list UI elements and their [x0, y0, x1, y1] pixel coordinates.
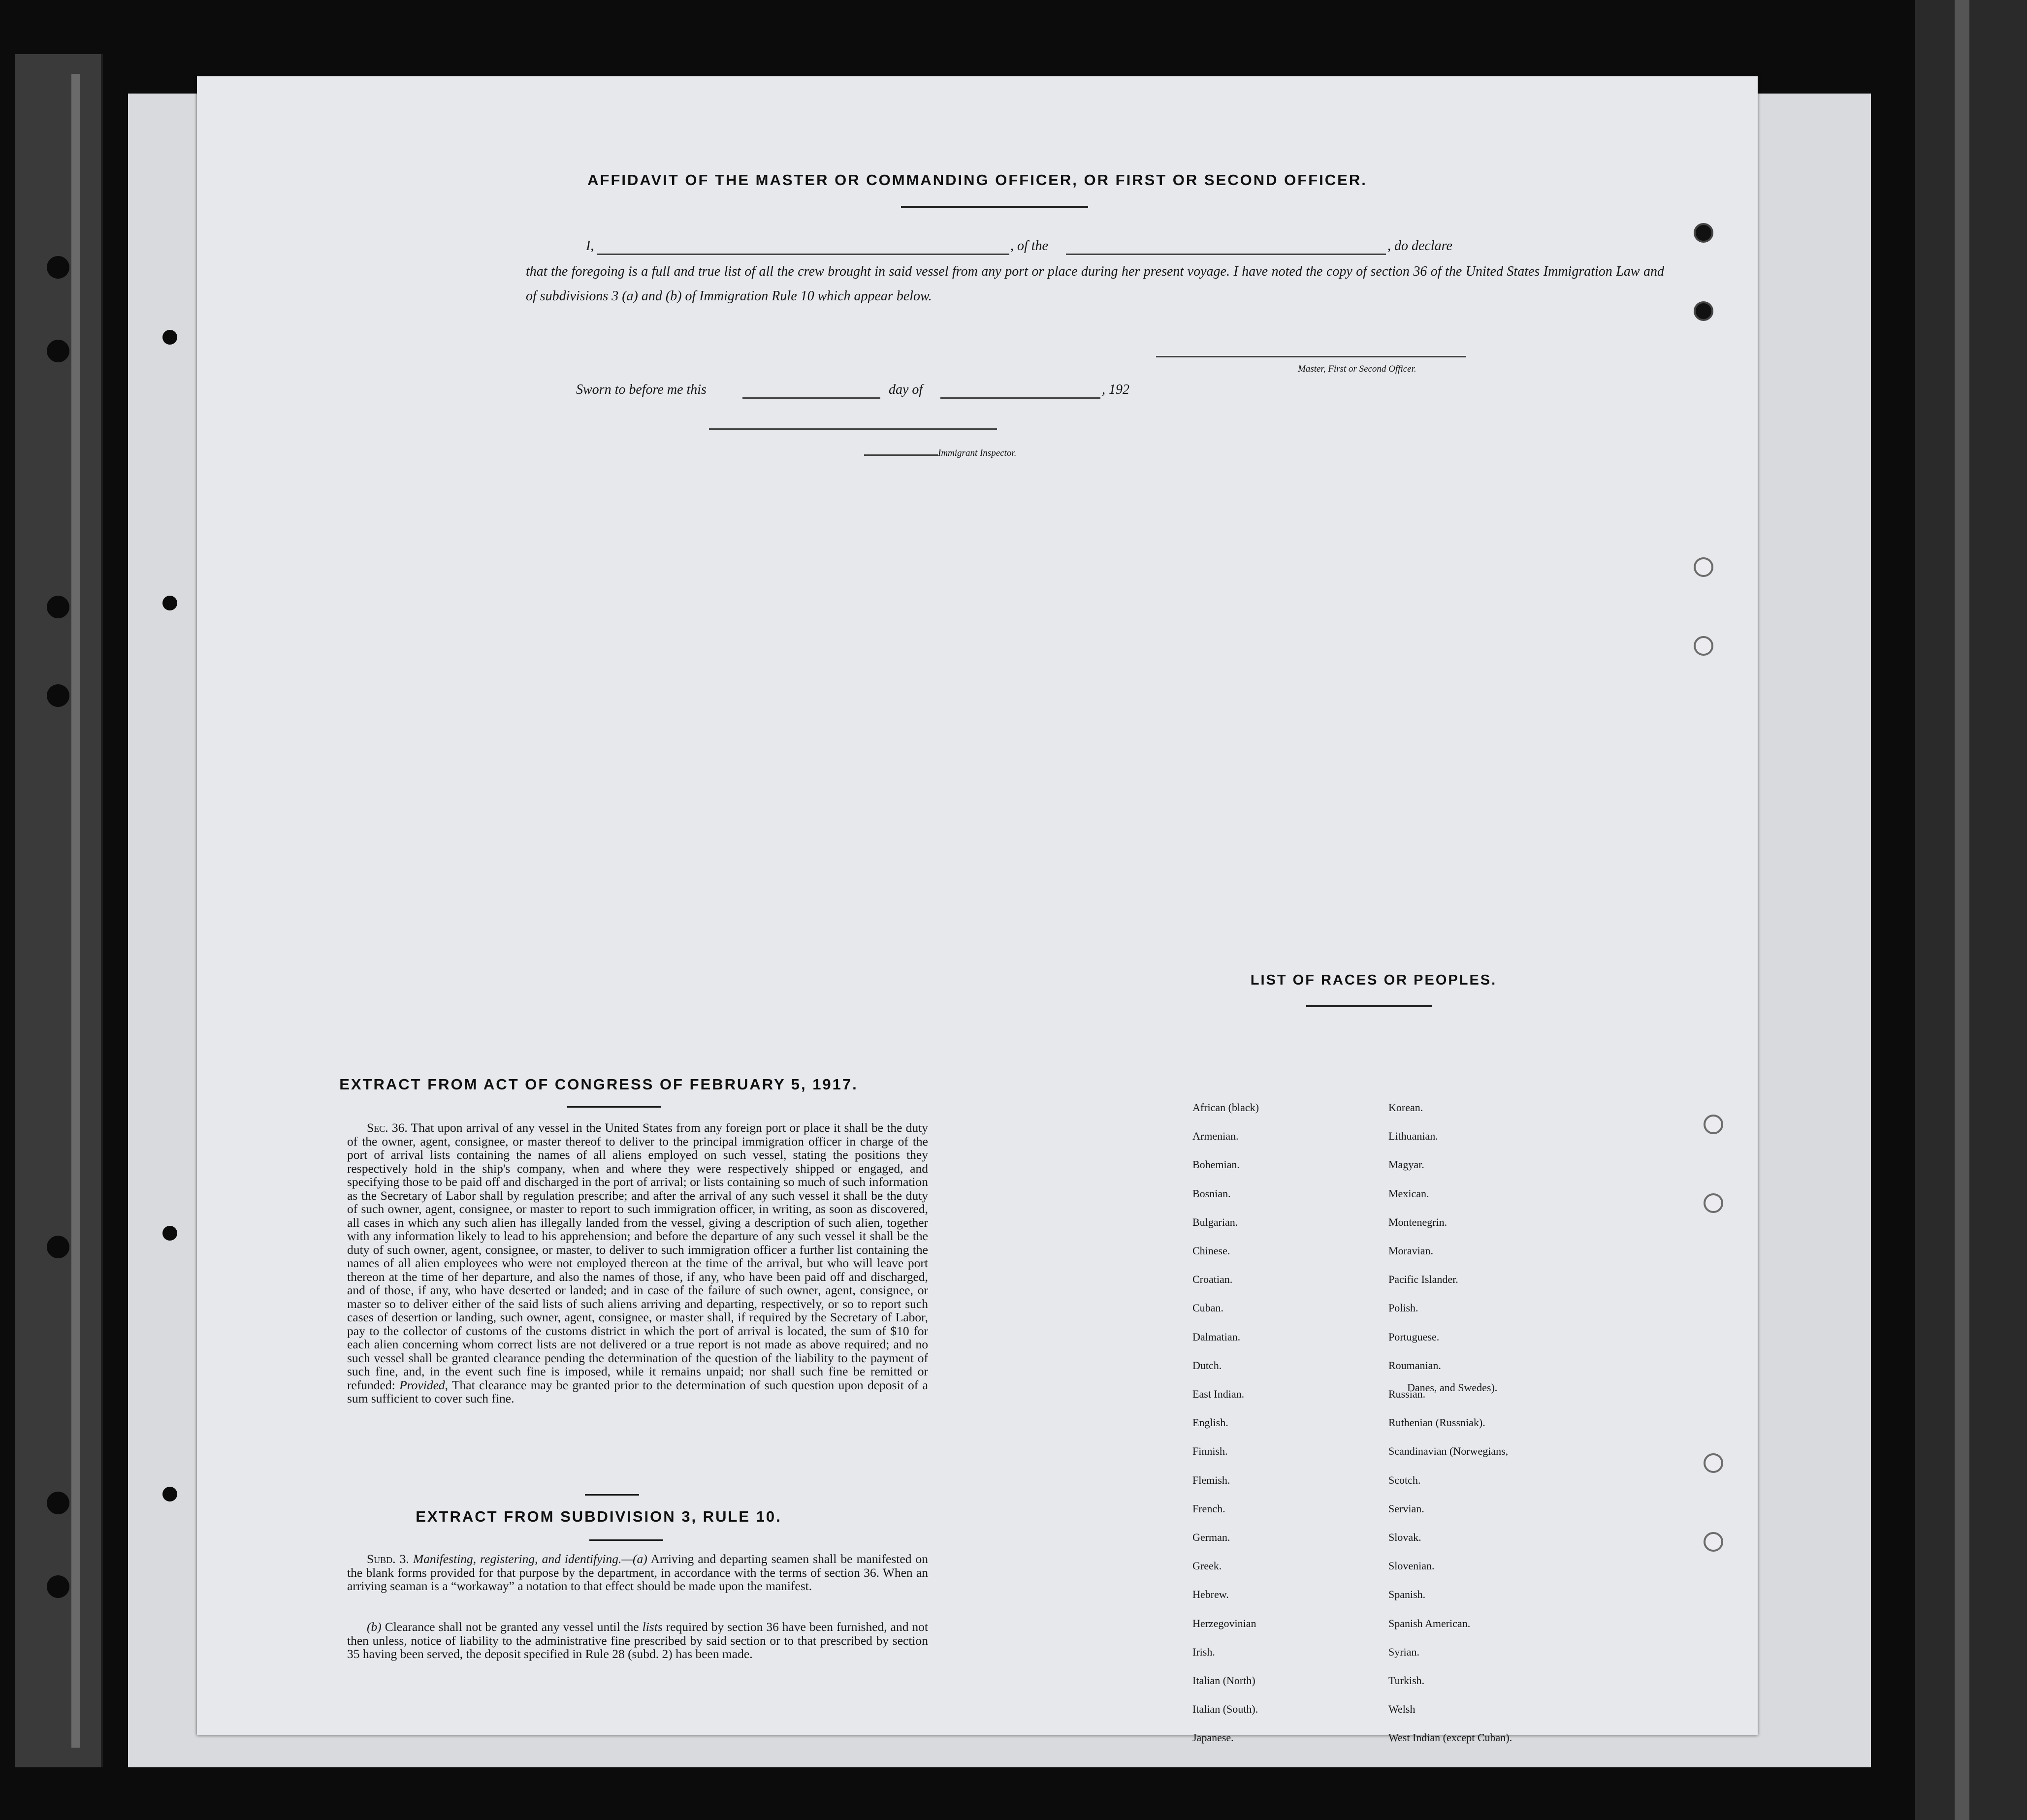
rule-extract-title: EXTRACT FROM SUBDIVISION 3, RULE 10.: [416, 1508, 782, 1525]
race-item: Turkish.: [1388, 1674, 1425, 1687]
punch-hole-icon: [47, 340, 69, 362]
race-item: Scandinavian (Norwegians,: [1388, 1445, 1509, 1458]
race-item: English.: [1192, 1416, 1228, 1429]
subd-heading: Manifesting, registering, and identifying.: [413, 1552, 622, 1566]
race-item: Pacific Islander.: [1388, 1273, 1458, 1286]
race-item: Roumanian.: [1388, 1359, 1441, 1372]
declaration-line: [586, 234, 1664, 258]
month-blank[interactable]: [940, 397, 1100, 399]
race-item: Bosnian.: [1192, 1187, 1231, 1200]
subd-b-body-2: required by section 36 have been furnished, and not then unless, notice of liability to the administrative fine prescribed by said section or to that prescribed by section 35 having been served, the deposit specified in Rule 28 (subd. 2) has been made.: [347, 1620, 929, 1661]
race-item: French.: [1192, 1502, 1225, 1515]
document-page: [197, 76, 1758, 1744]
race-item: Slovak.: [1388, 1531, 1421, 1543]
punch-hole-icon: [47, 256, 69, 279]
race-item: Polish.: [1388, 1302, 1418, 1314]
vessel-blank[interactable]: [1066, 254, 1386, 255]
day-of-label: day of: [889, 382, 923, 397]
race-item: Welsh: [1388, 1703, 1416, 1716]
binder-spine: [71, 74, 80, 1748]
subd-label: Subd. 3.: [367, 1552, 409, 1566]
punch-hole-icon: [162, 330, 177, 345]
subd-3-a-text: [347, 1552, 928, 1593]
race-item: Lithuanian.: [1388, 1130, 1438, 1143]
race-item: West Indian (except Cuban).: [1388, 1731, 1512, 1744]
race-item: Korean.: [1388, 1101, 1423, 1114]
separator-rule: [585, 1494, 639, 1496]
race-item: Dalmatian.: [1192, 1330, 1241, 1343]
day-blank[interactable]: [742, 397, 880, 399]
punch-hole-icon: [47, 596, 69, 618]
binder-right-edge: [1915, 0, 2027, 1820]
act-title-rule: [567, 1106, 661, 1108]
punch-hole-icon: [1694, 557, 1713, 577]
punch-hole-icon: [162, 1226, 177, 1241]
race-item: Finnish.: [1192, 1445, 1228, 1458]
subd-b-label: (b): [367, 1620, 382, 1634]
section-label: Sec. 36.: [367, 1120, 408, 1135]
race-item: Portuguese.: [1388, 1330, 1440, 1343]
race-item: Herzegovinian: [1192, 1617, 1256, 1629]
race-continuation: Danes, and Swedes).: [1407, 1381, 1498, 1394]
punch-hole-icon: [1704, 1453, 1723, 1473]
title-rule: [901, 206, 1088, 208]
race-item: Greek.: [1192, 1560, 1222, 1572]
race-item: Italian (North): [1192, 1674, 1255, 1687]
race-item: Cuban.: [1192, 1302, 1223, 1314]
race-item: Chinese.: [1192, 1245, 1230, 1257]
inspector-short-blank[interactable]: [864, 454, 938, 456]
race-item: Slovenian.: [1388, 1560, 1435, 1572]
race-item: Russian.: [1388, 1388, 1426, 1400]
race-item: Mexican.: [1388, 1187, 1429, 1200]
name-blank[interactable]: [597, 254, 1009, 255]
punch-hole-icon: [47, 684, 69, 707]
section-body: That upon arrival of any vessel in the United States from any foreign port or place it shall be the duty of the owner, agent, consignee, or master thereof to deliver to the principal immigration officer in charge of the port of arrival lists containing the names of all aliens employed on such vessel, stating the positions they respectively hold in the ship's company, when and where they were respectively shipped or engaged, and specifying those to be paid off and discharged in the port of arrival; or lists containing so much of such information as the Secretary of Labor shall by regulation prescribe; and after the arrival of any such vessel it shall be the duty of such owner, agent, consignee, or master to report to such immigration officer, in writing, as soon as discovered, all cases in which any such alien has illegally landed from the vessel, giving a description of such alien, together with any information likely to lead to his apprehension; and before the departure of any such vessel it shall be the duty of such owner, agent, consignee, or master, to deliver to such immigration officer a further list containing the names of all alien employees who were not employed thereon at the time of the arrival, but who will leave port thereon at the time of her departure, and also the names of those, if any, who have been paid off and discharged, and of those, if any, who have deserted or landed; and in case of the failure of such owner, agent, consignee, or master so to deliver either of the said lists of such aliens arriving and departing, respectively, or so to report such cases of desertion or landing, such owner, agent, consignee, or master shall, if required by the Secretary of Labor, pay to the collector of customs of the customs district in which the port of arrival is located, the sum of $10 for each alien concerning whom correct lists are not delivered or a true report is not made as above required; and no such vessel shall be granted clearance pending the determination of the question of the liability to the payment of such fine, and, in the event such fine is imposed, while it remains unpaid; nor shall such fine be remitted or refunded:: [347, 1120, 929, 1392]
race-item: Magyar.: [1388, 1158, 1424, 1171]
act-extract-title: EXTRACT FROM ACT OF CONGRESS OF FEBRUARY 5, 1917.: [339, 1076, 858, 1093]
race-item: Japanese.: [1192, 1731, 1234, 1744]
sworn-label: Sworn to before me this: [576, 382, 707, 397]
master-signature-blank[interactable]: [1156, 356, 1466, 357]
subd-b-body-1: Clearance shall not be granted any vessel until the: [385, 1620, 639, 1634]
punch-hole-icon: [1694, 223, 1713, 243]
provided-label: Provided,: [399, 1377, 449, 1392]
subd-a-label: —(a): [621, 1552, 647, 1566]
sworn-line: [576, 378, 1216, 402]
affidavit-title: AFFIDAVIT OF THE MASTER OR COMMANDING OFFICER, OR FIRST OR SECOND OFFICER.: [587, 171, 1367, 189]
race-item: Montenegrin.: [1388, 1215, 1448, 1228]
race-item: Bulgarian.: [1192, 1215, 1238, 1228]
do-declare-label: , do declare: [1387, 238, 1452, 254]
subd-a-body: Arriving and departing seamen shall be manifested on the blank forms provided for that purpose by the department, in accordance with the terms of section 36. When an arriving seaman is a “workaway” a notation to that effect should be made upon the manifest.: [347, 1552, 929, 1593]
binder-strip: [1955, 0, 1969, 1820]
race-item: Dutch.: [1192, 1359, 1222, 1372]
race-item: Italian (South).: [1192, 1703, 1258, 1716]
punch-hole-icon: [47, 1575, 69, 1598]
races-title: LIST OF RACES OR PEOPLES.: [1250, 972, 1497, 988]
rule-title-rule: [589, 1539, 663, 1541]
year-label: , 192: [1102, 382, 1129, 397]
subd-b-lists: lists: [642, 1620, 663, 1634]
race-item: Bohemian.: [1192, 1158, 1240, 1171]
race-item: Scotch.: [1388, 1473, 1421, 1486]
inspector-caption: Immigrant Inspector.: [938, 448, 1017, 458]
race-item: Irish.: [1192, 1645, 1215, 1658]
punch-hole-icon: [162, 596, 177, 610]
race-item: East Indian.: [1192, 1388, 1245, 1400]
declaration-body: that the foregoing is a full and true list of all the crew brought in said vessel from any port or place during her present voyage. I have noted the copy of section 36 of the United States Immigration Law and of subdivisions 3 (a) and (b) of Immigration Rule 10 which appear below.: [526, 264, 1664, 304]
race-item: Armenian.: [1192, 1130, 1239, 1143]
inspector-signature-blank[interactable]: [709, 428, 997, 430]
punch-hole-icon: [1694, 301, 1713, 321]
race-item: Moravian.: [1388, 1245, 1434, 1257]
punch-hole-icon: [1694, 636, 1713, 656]
punch-hole-icon: [1704, 1532, 1723, 1552]
punch-hole-icon: [47, 1492, 69, 1514]
section-36-text: [347, 1121, 928, 1405]
race-item: Servian.: [1388, 1502, 1424, 1515]
race-item: Spanish.: [1388, 1588, 1426, 1601]
race-item: Ruthenian (Russniak).: [1388, 1416, 1485, 1429]
section-tail: That clearance may be granted prior to the determination of such question upon deposit of a sum sufficient to cover such fine.: [347, 1377, 928, 1405]
punch-hole-icon: [1704, 1115, 1723, 1134]
master-caption: Master, First or Second Officer.: [1298, 364, 1416, 374]
subd-3-b-text: [347, 1620, 928, 1661]
race-item: Hebrew.: [1192, 1588, 1229, 1601]
race-item: Flemish.: [1192, 1473, 1230, 1486]
of-the-label: , of the: [1010, 238, 1048, 254]
punch-hole-icon: [1704, 1193, 1723, 1213]
race-item: Croatian.: [1192, 1273, 1233, 1286]
punch-hole-icon: [162, 1487, 177, 1501]
race-item: Syrian.: [1388, 1645, 1419, 1658]
race-item: Spanish American.: [1388, 1617, 1471, 1629]
races-title-rule: [1306, 1005, 1432, 1007]
punch-hole-icon: [47, 1236, 69, 1258]
race-item: African (black): [1192, 1101, 1259, 1114]
race-item: German.: [1192, 1531, 1230, 1543]
i-label: I,: [586, 238, 594, 254]
